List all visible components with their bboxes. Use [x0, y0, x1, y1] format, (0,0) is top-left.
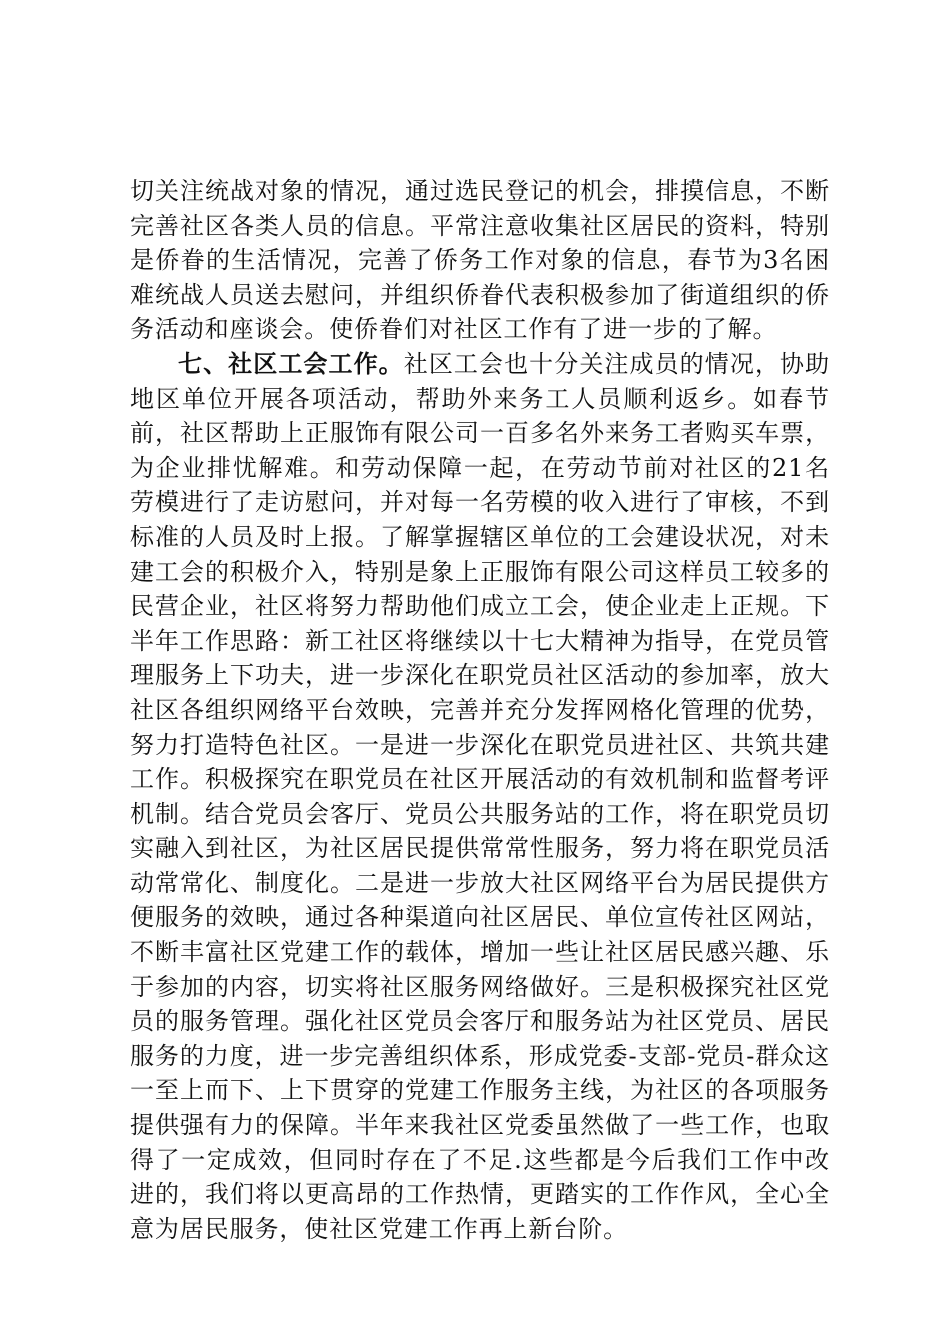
paragraph-continuation	[130, 174, 830, 347]
section-7-paragraph	[130, 347, 830, 1246]
document-body	[130, 174, 830, 1246]
section-7-body: 社区工会也十分关注成员的情况，协助地区单位开展各项活动，帮助外来务工人员顺利返乡。如春节前，社区帮助上正服饰有限公司一百多名外来务工者购买车票，为企业排忧解难。和劳动保障一起，在劳动节前对社区的21名劳模进行了走访慰问，并对每一名劳模的收入进行了审核，不到标准的人员及时上报。了解掌握辖区单位的工会建设状况，对未建工会的积极介入，特别是象上正服饰有限公司这样员工较多的民营企业，社区将努力帮助他们成立工会，使企业走上正规。下半年工作思路：新工社区将继续以十七大精神为指导，在党员管理服务上下功夫，进一步深化在职党员社区活动的参加率，放大社区各组织网络平台效映，完善并充分发挥网格化管理的优势，努力打造特色社区。一是进一步深化在职党员进社区、共筑共建工作。积极探究在职党员在社区开展活动的有效机制和监督考评机制。结合党员会客厅、党员公共服务站的工作，将在职党员切实融入到社区，为社区居民提供常常性服务，努力将在职党员活动常常化、制度化。二是进一步放大社区网络平台为居民提供方便服务的效映，通过各种渠道向社区居民、单位宣传社区网站，不断丰富社区党建工作的载体，增加一些让社区居民感兴趣、乐于参加的内容，切实将社区服务网络做好。三是积极探究社区党员的服务管理。强化社区党员会客厅和服务站为社区党员、居民服务的力度，进一步完善组织体系，形成党委-支部-党员-群众这一至上而下、上下贯穿的党建工作服务主线，为社区的各项服务提供强有力的保障。半年来我社区党委虽然做了一些工作，也取得了一定成效，但同时存在了不足.这些都是今后我们工作中改进的，我们将以更高昂的工作热情，更踏实的工作作风，全心全意为居民服务，使社区党建工作再上新台阶。	[130, 349, 830, 1243]
paragraph-text: 切关注统战对象的情况，通过选民登记的机会，排摸信息，不断完善社区各类人员的信息。平常注意收集社区居民的资料，特别是侨眷的生活情况，完善了侨务工作对象的信息，春节为3名困难统战人员送去慰问，并组织侨眷代表积极参加了街道组织的侨务活动和座谈会。使侨眷们对社区工作有了进一步的了解。	[130, 177, 830, 344]
section-7-heading: 七、社区工会工作。	[178, 349, 404, 378]
